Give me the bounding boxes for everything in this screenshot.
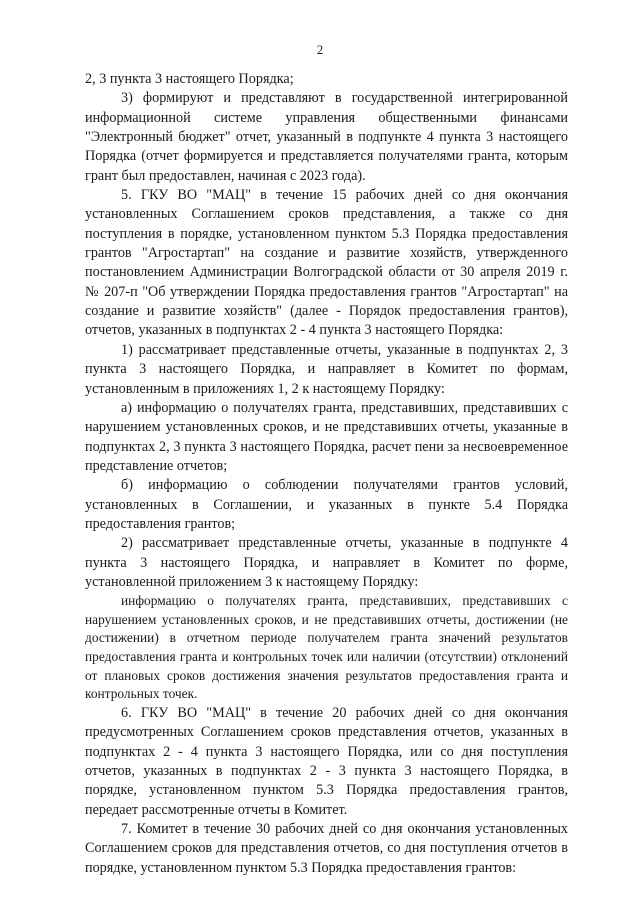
paragraph-subitem-3: 3) формируют и представляют в государственной интегрированной информационной системе управления общественными финансами "Электронный бюджет" отчет, указанный в подпункте 4 пункта 3 настоящего Порядка (отчет формируется и представляется получателями гранта, которым грант был предоставлен, начиная с 2023 года). [85,90,568,184]
paragraph-continuation: 2, 3 пункта 3 настоящего Порядка; [85,71,294,87]
paragraph-item-5-sub-1-b: б) информацию о соблюдении получателями грантов условий, установленных в Соглашении, и указанных в пункте 5.4 Порядка предоставления грантов; [85,477,568,532]
document-body [85,70,568,878]
paragraph-item-5-sub-1-a: а) информацию о получателях гранта, представивших, представивших с нарушением установленных сроков, и не представивших отчеты, указанные в подпунктах 2, 3 пункта 3 настоящего Порядка, расчет пени за несвоевременное представление отчетов; [85,399,568,474]
paragraph-item-6: 6. ГКУ ВО "МАЦ" в течение 20 рабочих дней со дня окончания предусмотренных Соглашением сроков представления отчетов, указанных в подпунктах 2 - 4 пункта 3 настоящего Порядка, или со дня поступления отчетов, указанных в подпунктах 2 - 3 пункта 3 настоящего Порядка, в порядке, установленном пунктом 5.3 Порядка предоставления грантов, передает рассмотренные отчеты в Комитет. [85,704,568,818]
paragraph-item-5-sub-2: 2) рассматривает представленные отчеты, указанные в подпункте 4 пункта 3 настоящего Порядка, и направляет в Комитет по форме, установленной приложением 3 к настоящему Порядку: [85,535,568,590]
paragraph-item-5-sub-2-info: информацию о получателях гранта, представивших, представивших с нарушением установленных сроков, и не представивших отчеты, достижении (не достижении) в отчетном периоде получателем гранта значений результатов предоставления гранта и контрольных точек или наличии (отсутствии) отклонений от плановых сроков достижения значения результатов предоставления гранта и контрольных точек. [85,593,568,702]
paragraph-item-5: 5. ГКУ ВО "МАЦ" в течение 15 рабочих дней со дня окончания установленных Соглашением сроков представления, а также со дня поступления в порядке, установленном пунктом 5.3 Порядка предоставления грантов "Агростартап" на создание и развитие хозяйств, утвержденного постановлением Администрации Волгоградской области от 30 апреля 2019 г. № 207-п "Об утверждении Порядка предоставления грантов "Агростартап" на создание и развитие хозяйств" (далее - Порядок предоставления грантов), отчетов, указанных в подпунктах 2 - 4 пункта 3 настоящего Порядка: [85,187,568,339]
paragraph-item-7: 7. Комитет в течение 30 рабочих дней со дня окончания установленных Соглашением сроков для представления отчетов, со дня поступления отчетов в порядке, установленном пунктом 5.3 Порядка предоставления грантов: [85,820,568,876]
paragraph-item-5-sub-1: 1) рассматривает представленные отчеты, указанные в подпунктах 2, 3 пункта 3 настоящего Порядка, и направляет в Комитет по формам, установленным в приложениях 1, 2 к настоящему Порядку: [85,341,568,397]
page-number: 2 [316,42,324,57]
